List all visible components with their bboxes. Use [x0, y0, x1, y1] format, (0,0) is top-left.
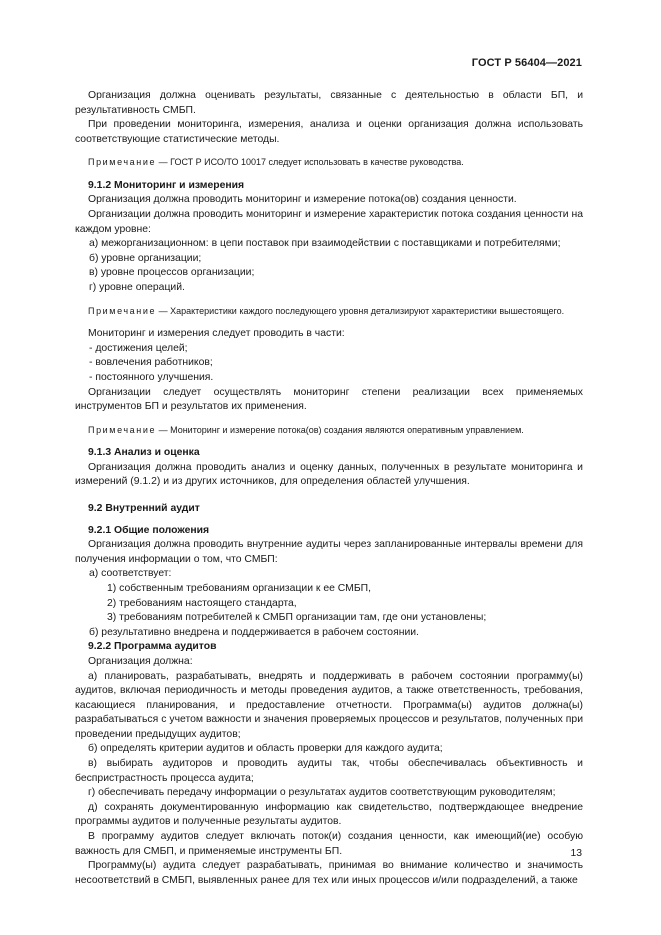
list-item: а) планировать, разрабатывать, внедрять и поддерживать в рабочем состоянии программу(ы) аудитов, включая периодичность и методы проведения аудитов, а также ответственность, требования, касающиеся планирования, и предоставление отчетности. Программа(ы) аудитов должна(ы) разрабатываться с учетом важности и значения проверяемых процессов и результатов, полученных при проведении предыдущих аудитов;: [75, 670, 583, 740]
paragraph: При проведении мониторинга, измерения, анализа и оценки организация должна использовать соответствующие статистические методы.: [75, 119, 583, 145]
list-item: а) межорганизационном: в цепи поставок при взаимодействии с поставщиками и потребителями;: [89, 238, 561, 250]
paragraph: В программу аудитов следует включать поток(и) создания ценности, как имеющий(ие) особую важность для СМБП, и применяемые инструменты БП.: [75, 831, 583, 857]
list-item: д) сохранять документированную информацию как свидетельство, подтверждающее внедрение программы аудитов и полученные результаты аудитов.: [75, 801, 583, 828]
paragraph: Организация должна оценивать результаты, связанные с деятельностью в области БП, и результативность СМБП.: [75, 90, 583, 116]
paragraph: Организации должна проводить мониторинг и измерение характеристик потока создания ценности на каждом уровне:: [75, 209, 583, 235]
paragraph: Организации следует осуществлять мониторинг степени реализации всех применяемых инструментов БП и результатов их применения.: [75, 386, 583, 413]
note-text: — Характеристики каждого последующего уровня детализируют характеристики вышестоящего.: [156, 305, 565, 316]
list-item: в) выбирать аудиторов и проводить аудиты так, чтобы обеспечивалась объективность и беспристрастность процесса аудита;: [75, 758, 583, 784]
sub-list-item: 1) собственным требованиям организации к ее СМБП,: [107, 582, 371, 594]
section-heading-9-2: 9.2 Внутренний аудит: [88, 502, 200, 514]
list-item: г) уровне операций.: [89, 282, 185, 294]
list-item: - постоянного улучшения.: [89, 371, 214, 383]
document-body: [75, 89, 583, 888]
list-item: б) уровне организации;: [89, 252, 202, 264]
paragraph: Организация должна:: [88, 655, 193, 667]
section-heading-9-1-3: 9.1.3 Анализ и оценка: [88, 447, 200, 459]
list-item: - вовлечения работников;: [89, 357, 213, 369]
document-header: ГОСТ Р 56404—2021: [471, 57, 582, 69]
note-label: Примечание: [88, 157, 157, 168]
page-number: 13: [570, 848, 582, 859]
note: [75, 156, 583, 170]
section-heading-9-2-1: 9.2.1 Общие положения: [88, 524, 210, 536]
note-label: Примечание: [88, 305, 157, 316]
note-label: Примечание: [88, 424, 157, 435]
section-heading-9-1-2: 9.1.2 Мониторинг и измерения: [88, 179, 245, 191]
note: [75, 305, 583, 319]
list-item: г) обеспечивать передачу информации о результатах аудитов соответствующим руководителям;: [88, 787, 556, 799]
note-text: — ГОСТ Р ИСО/ТО 10017 следует использовать в качестве руководства.: [156, 157, 464, 168]
list-item: в) уровне процессов организации;: [89, 267, 255, 279]
list-item: - достижения целей;: [89, 342, 188, 354]
note-text: — Мониторинг и измерение потока(ов) создания являются оперативным управлением.: [156, 424, 524, 435]
paragraph: Организация должна проводить внутренние аудиты через запланированные интервалы времени для получения информации о том, что СМБП:: [75, 539, 583, 565]
list-item: б) результативно внедрена и поддерживается в рабочем состоянии.: [89, 626, 419, 638]
section-heading-9-2-2: 9.2.2 Программа аудитов: [88, 641, 217, 653]
note: [75, 424, 583, 438]
paragraph: Мониторинг и измерения следует проводить в части:: [88, 328, 345, 340]
sub-list-item: 3) требованиям потребителей к СМБП организации там, где они установлены;: [107, 612, 487, 624]
paragraph: Организация должна проводить мониторинг и измерение потока(ов) создания ценности.: [88, 194, 517, 206]
paragraph: Организация должна проводить анализ и оценку данных, полученных в результате мониторинга и измерений (9.1.2) и из других источников, для определения областей улучшения.: [75, 461, 583, 488]
sub-list-item: 2) требованиям настоящего стандарта,: [107, 597, 297, 609]
list-item: б) определять критерии аудитов и область проверки для каждого аудита;: [88, 743, 443, 755]
list-item: а) соответствует:: [89, 568, 172, 580]
paragraph: Программу(ы) аудита следует разрабатывать, принимая во внимание количество и значимость несоответствий в СМБП, выявленных ранее для тех или иных процессов и/или подразделений, а также: [75, 860, 583, 886]
